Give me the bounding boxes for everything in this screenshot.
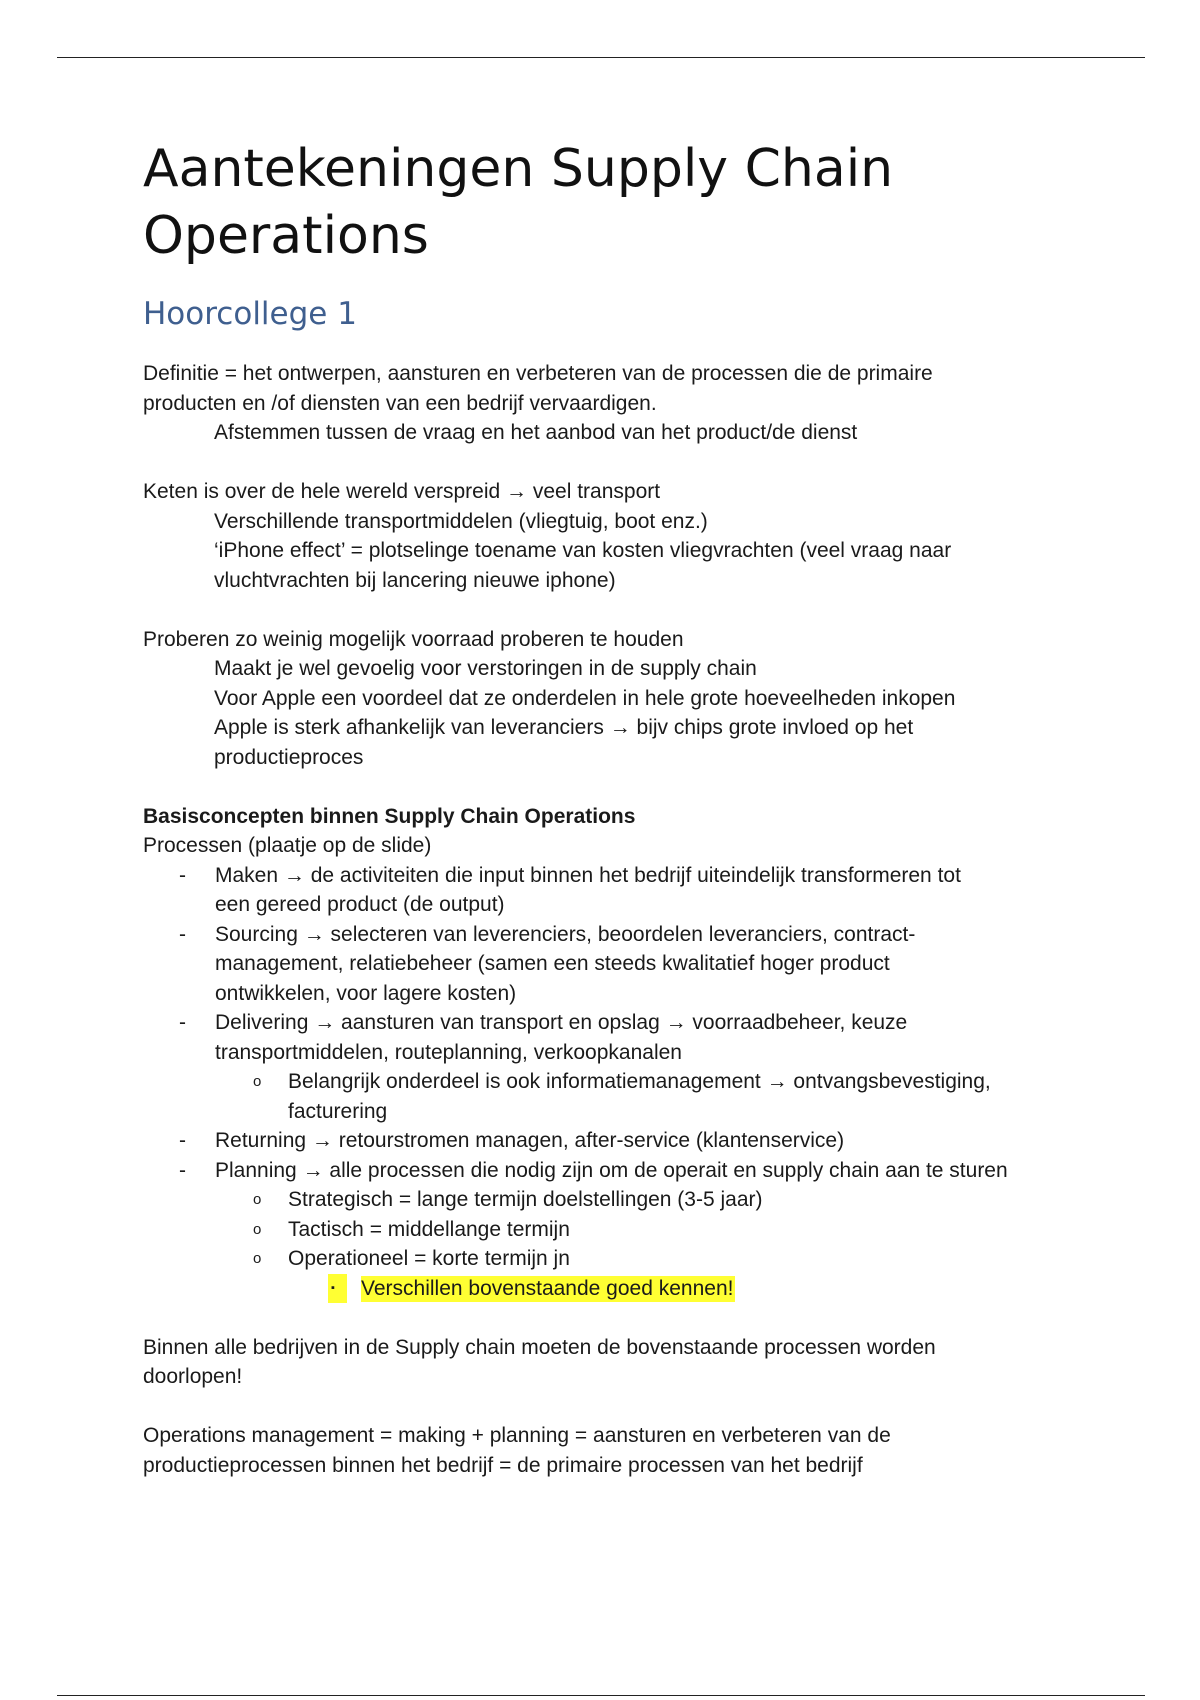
list-item-sourcing: - Sourcing → selecteren van leverenciers, beoordelen leveranciers, contract- — [143, 920, 1073, 950]
dash-bullet: - — [179, 1158, 186, 1182]
processes-intro: Processen (plaatje op de slide) — [143, 834, 432, 857]
document-title — [143, 136, 1073, 270]
circle-bullet: o — [253, 1220, 262, 1238]
circle-bullet: o — [253, 1073, 262, 1090]
list-item-delivering-cont: transportmiddelen, routeplanning, verkoopkanalen — [215, 1040, 682, 1064]
section-heading: Hoorcollege 1 — [143, 296, 357, 332]
dash-bullet: - — [179, 922, 186, 946]
operations-line-1: Operations management = making + planning = aansturen en verbeteren van de — [143, 1424, 891, 1447]
top-rule — [57, 57, 1145, 58]
chain-indent-2a: ‘iPhone effect’ = plotselinge toename van kosten vliegvrachten (veel vraag naar — [214, 539, 952, 562]
stock-line-1: Proberen zo weinig mogelijk voorraad proberen te houden — [143, 627, 684, 651]
dash-bullet: - — [179, 1129, 186, 1152]
stock-indent-1: Maakt je wel gevoelig voor verstoringen in de supply chain — [214, 657, 757, 680]
highlighted-text: Verschillen bovenstaande goed kennen! — [361, 1276, 734, 1300]
stock-indent-3b: productieproces — [214, 745, 364, 769]
sublist-item-tactisch: o Tactisch = middellange termijn — [143, 1215, 1073, 1245]
list-item-maken-cont: een gereed product (de output) — [215, 893, 505, 916]
title-line-1: Aantekeningen Supply Chain — [143, 139, 894, 199]
dash-bullet: - — [179, 1011, 186, 1034]
sublist-item-informatiemanagement-cont: facturering — [288, 1099, 388, 1123]
list-item-returning: - Returning → retourstromen managen, after-service (klantenservice) — [143, 1126, 1073, 1156]
list-item-planning: - Planning → alle processen die nodig zijn om de operait en supply chain aan te sturen — [143, 1156, 1073, 1186]
stock-indent-3a: Apple is sterk afhankelijk van leveranciers → bijv chips grote invloed op het — [214, 716, 914, 739]
sublist-item-operationeel: o Operationeel = korte termijn jn — [143, 1244, 1073, 1274]
dash-bullet: - — [179, 863, 186, 887]
subsection-heading: Basisconcepten binnen Supply Chain Operations — [143, 804, 636, 828]
sublist-item-strategisch: o Strategisch = lange termijn doelstellingen (3-5 jaar) — [143, 1185, 1073, 1215]
highlighted-note — [143, 1274, 1073, 1304]
circle-bullet: o — [253, 1191, 262, 1208]
square-bullet: ▪ — [328, 1274, 347, 1304]
sublist-item-informatiemanagement: o Belangrijk onderdeel is ook informatiemanagement → ontvangsbevestiging, — [143, 1067, 1073, 1097]
operations-line-2: productieprocessen binnen het bedrijf = de primaire processen van het bedrijf — [143, 1453, 863, 1477]
definition-line-2: producten en /of diensten van een bedrijf vervaardigen. — [143, 391, 657, 415]
list-item-sourcing-cont-2: ontwikkelen, voor lagere kosten) — [215, 981, 517, 1005]
title-line-2: Operations — [143, 206, 429, 266]
circle-bullet: o — [253, 1250, 262, 1267]
document-body — [143, 136, 1073, 1480]
chain-indent-2b: vluchtvrachten bij lancering nieuwe iphone) — [214, 568, 616, 592]
companies-line-1: Binnen alle bedrijven in de Supply chain moeten de bovenstaande processen worden — [143, 1335, 936, 1359]
list-item-maken: - Maken → de activiteiten die input binnen het bedrijf uiteindelijk transformeren tot — [143, 861, 1073, 891]
stock-indent-2: Voor Apple een voordeel dat ze onderdelen in hele grote hoeveelheden inkopen — [214, 686, 956, 710]
list-item-delivering: - Delivering → aansturen van transport en opslag → voorraadbeheer, keuze — [143, 1008, 1073, 1038]
definition-line-1: Definitie = het ontwerpen, aansturen en verbeteren van de processen die de primaire — [143, 362, 933, 385]
list-item-sourcing-cont-1: management, relatiebeheer (samen een steeds kwalitatief hoger product — [215, 952, 890, 975]
companies-line-2: doorlopen! — [143, 1365, 243, 1388]
bottom-rule — [57, 1695, 1145, 1696]
chain-indent-1: Verschillende transportmiddelen (vliegtuig, boot enz.) — [214, 509, 708, 533]
chain-line-1: Keten is over de hele wereld verspreid → veel transport — [143, 480, 661, 503]
definition-indent: Afstemmen tussen de vraag en het aanbod van het product/de dienst — [214, 421, 858, 444]
